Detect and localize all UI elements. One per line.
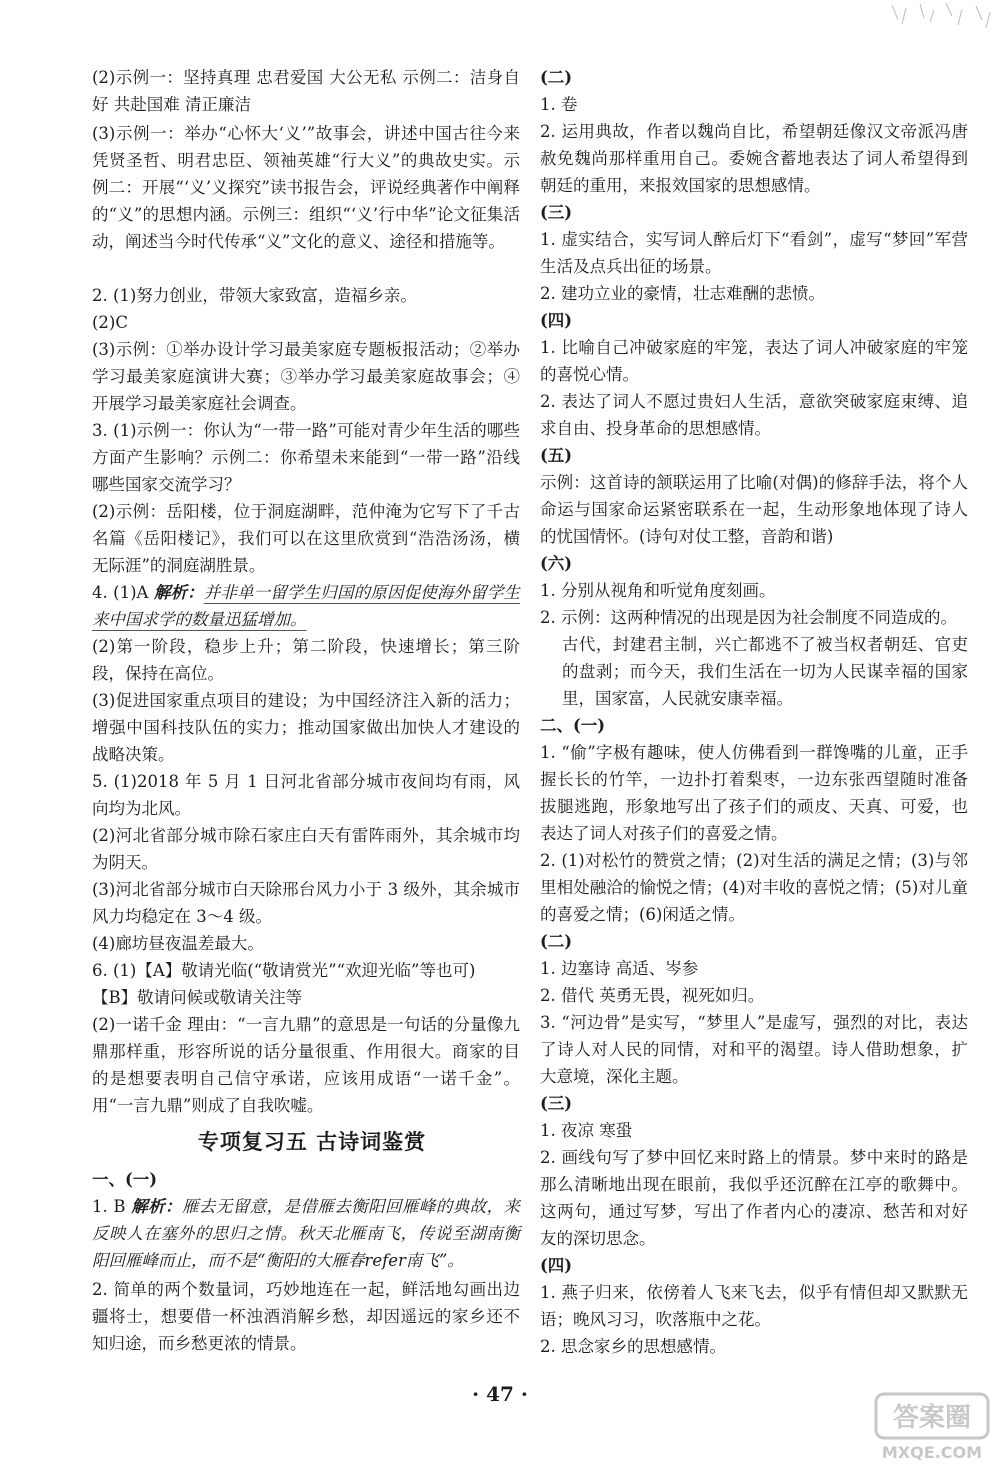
answer-paragraph: 1. 边塞诗 高适、岑参: [540, 959, 699, 978]
answer-paragraph: (2)C: [92, 313, 128, 332]
answer-paragraph: 2. 借代 英勇无畏，视死如归。: [540, 986, 765, 1005]
answer-paragraph: 5. (1)2018 年 5 月 1 日河北省部分城市夜间均有雨，风向均为北风。: [92, 772, 520, 818]
watermark-logo: [872, 1392, 992, 1464]
answer-paragraph: 1. 燕子归来，依傍着人飞来飞去，似乎有情但却又默默无语；晚风习习，吹落瓶中之花。: [540, 1283, 968, 1329]
analysis-label: 解析：: [131, 1197, 182, 1216]
answer-paragraph: 3. “河边骨”是实写，“梦里人”是虚写，强烈的对比，表达了诗人对人民的同情，对和平的渴望。诗人借助想象，扩大意境，深化主题。: [540, 1013, 968, 1086]
section-heading: (六): [540, 554, 573, 573]
section-heading: (四): [540, 1256, 573, 1275]
answer-paragraph: 2. 简单的两个数量词，巧妙地连在一起，鲜活地勾画出边疆将士，想要借一杯浊酒消解乡愁，却因遥远的家乡还不知归途，而乡愁更浓的情景。: [92, 1280, 520, 1353]
answer-paragraph: 1. “偷”字极有趣味，使人仿佛看到一群馋嘴的儿童，正手握长长的竹竿，一边扑打着梨枣，一边东张西望随时准备拔腿逃跑，形象地写出了孩子们的顽皮、天真、可爱，也表达了词人对孩子们的喜爱之情。: [540, 743, 968, 843]
answer-paragraph: 2. 运用典故，作者以魏尚自比，希望朝廷像汉文帝派冯唐赦免魏尚那样重用自己。委婉含蓄地表达了词人希望得到朝廷的重用，来报效国家的思想感情。: [540, 122, 968, 195]
section-heading: 一、(一): [92, 1170, 158, 1189]
watermark-text: 答案圈: [892, 1403, 972, 1433]
answer-paragraph: 6. (1)【A】敬请光临(“敬请赏光”“欢迎光临”等也可): [92, 961, 476, 980]
answer-paragraph: 2. 建功立业的豪情，壮志难酬的悲愤。: [540, 284, 825, 303]
analysis-text: 并非单一留学生归国的原因促使海外留学生来中国求学的数量迅猛增加。: [92, 583, 520, 629]
answer-paragraph: 1. 分别从视角和听觉角度刻画。: [540, 581, 776, 600]
answer-paragraph: 1. 虚实结合，实写词人醉后灯下“看剑”，虚写“梦回”军营生活及点兵出征的场景。: [540, 230, 968, 276]
section-heading: (三): [540, 1094, 573, 1113]
answer-paragraph: (2)示例：岳阳楼，位于洞庭湖畔，范仲淹为它写下了千古名篇《岳阳楼记》，我们可以在这里欣赏到“浩浩汤汤，横无际涯”的洞庭湖胜景。: [92, 502, 520, 575]
answer-paragraph: (2)一诺千金 理由：“一言九鼎”的意思是一句话的分量像九鼎那样重，形容所说的话分量很重、作用很大。商家的目的是想要表明自己信守承诺，应该用成语“一诺千金”。用“一言九鼎”则成了自我吹嘘。: [92, 1015, 520, 1115]
answer-paragraph: 2. (1)努力创业，带领大家致富，造福乡亲。: [92, 286, 417, 305]
page-number: · 47 ·: [472, 1382, 528, 1406]
answer-paragraph: 2. 示例：这两种情况的出现是因为社会制度不同造成的。: [540, 608, 957, 627]
answer-paragraph: (3)河北省部分城市白天除邢台风力小于 3 级外，其余城市风力均稳定在 3～4 级。: [92, 880, 520, 926]
answer-paragraph: 2. 画线句写了梦中回忆来时路上的情景。梦中来时的路是那么清晰地出现在眼前，我似乎还沉醉在江亭的歌舞中。这两句，通过写梦，写出了作者内心的凄凉、愁苦和对好友的深切思念。: [540, 1148, 968, 1248]
watermark-url: MXQE.COM: [881, 1443, 983, 1462]
answer-paragraph: (2)第一阶段，稳步上升；第二阶段，快速增长；第三阶段，保持在高位。: [92, 637, 520, 683]
answer-paragraph: (2)河北省部分城市除石家庄白天有雷阵雨外，其余城市均为阴天。: [92, 826, 520, 872]
answer-paragraph: 【B】敬请问候或敬请关注等: [92, 988, 303, 1007]
answer-paragraph: (3)促进国家重点项目的建设；为中国经济注入新的活力；增强中国科技队伍的实力；推动国家做出加快人才建设的战略决策。: [92, 691, 520, 764]
answer-text: 4. (1)A: [92, 583, 154, 602]
answer-paragraph: 1. 卷: [540, 95, 578, 114]
answer-paragraph: [92, 579, 520, 633]
analysis-label: 解析：: [153, 583, 204, 602]
section-heading: (三): [540, 203, 573, 222]
answer-paragraph: 2. (1)对松竹的赞赏之情；(2)对生活的满足之情；(3)与邻里相处融洽的愉悦之情；(4)对丰收的喜悦之情；(5)对儿童的喜爱之情；(6)闲适之情。: [540, 851, 968, 924]
answer-paragraph: 2. 表达了词人不愿过贵妇人生活，意欲突破家庭束缚、追求自由、投身革命的思想感情。: [540, 392, 968, 438]
section-title: 专项复习五 古诗词鉴赏: [197, 1130, 427, 1154]
answer-paragraph: (3)示例：①举办设计学习最美家庭专题板报活动；②举办学习最美家庭演讲大赛；③举办学习最美家庭故事会；④开展学习最美家庭社会调查。: [92, 340, 520, 413]
answer-paragraph: [92, 1193, 520, 1274]
section-heading: (五): [540, 446, 573, 465]
section-heading: (二): [540, 68, 573, 87]
answer-text: 1. B: [92, 1197, 132, 1216]
analysis-text: 雁去无留意，是借雁去衡阳回雁峰的典故，来反映人在塞外的思归之情。秋天北雁南飞，传说至湖南衡阳回雁峰而止，而不是“衡阳的大雁春refer南飞”。: [92, 1197, 521, 1270]
answer-paragraph: 示例：这首诗的颔联运用了比喻(对偶)的修辞手法，将个人命运与国家命运紧密联系在一起，生动形象地体现了诗人的忧国情怀。(诗句对仗工整，音韵和谐): [540, 473, 968, 546]
answer-paragraph: 1. 比喻自己冲破家庭的牢笼，表达了词人冲破家庭的牢笼的喜悦心情。: [540, 338, 968, 384]
answer-paragraph: 古代，封建君主制，兴亡都逃不了被当权者朝廷、官吏的盘剥；而今天，我们生活在一切为人民谋幸福的国家里，国家富，人民就安康幸福。: [562, 635, 968, 708]
section-heading: 二、(一): [540, 716, 606, 735]
section-heading: (二): [540, 932, 573, 951]
answer-paragraph: 1. 夜凉 寒蛩: [540, 1121, 633, 1140]
answer-paragraph: 2. 思念家乡的思想感情。: [540, 1337, 726, 1356]
corner-scan-mark: [872, 0, 1000, 60]
answer-paragraph: 3. (1)示例一：你认为“一带一路”可能对青少年生活的哪些方面产生影响？示例二：你希望未来能到“一带一路”沿线哪些国家交流学习？: [92, 421, 520, 494]
section-heading: (四): [540, 311, 573, 330]
answer-paragraph: (2)示例一：坚持真理 忠君爱国 大公无私 示例二：洁身自好 共赴国难 清正廉洁: [92, 68, 520, 114]
answer-paragraph: (3)示例一：举办“心怀大‘义’”故事会，讲述中国古往今来凭贤圣哲、明君忠臣、领袖英雄“行大义”的典故史实。示例二：开展“‘义’义探究”读书报告会，评说经典著作中阐释的“义”的思想内涵。示例三：组织“‘义’行中华”论文征集活动，阐述当今时代传承“义”文化的意义、途径和措施等。: [92, 124, 520, 251]
answer-paragraph: (4)廊坊昼夜温差最大。: [92, 934, 264, 953]
